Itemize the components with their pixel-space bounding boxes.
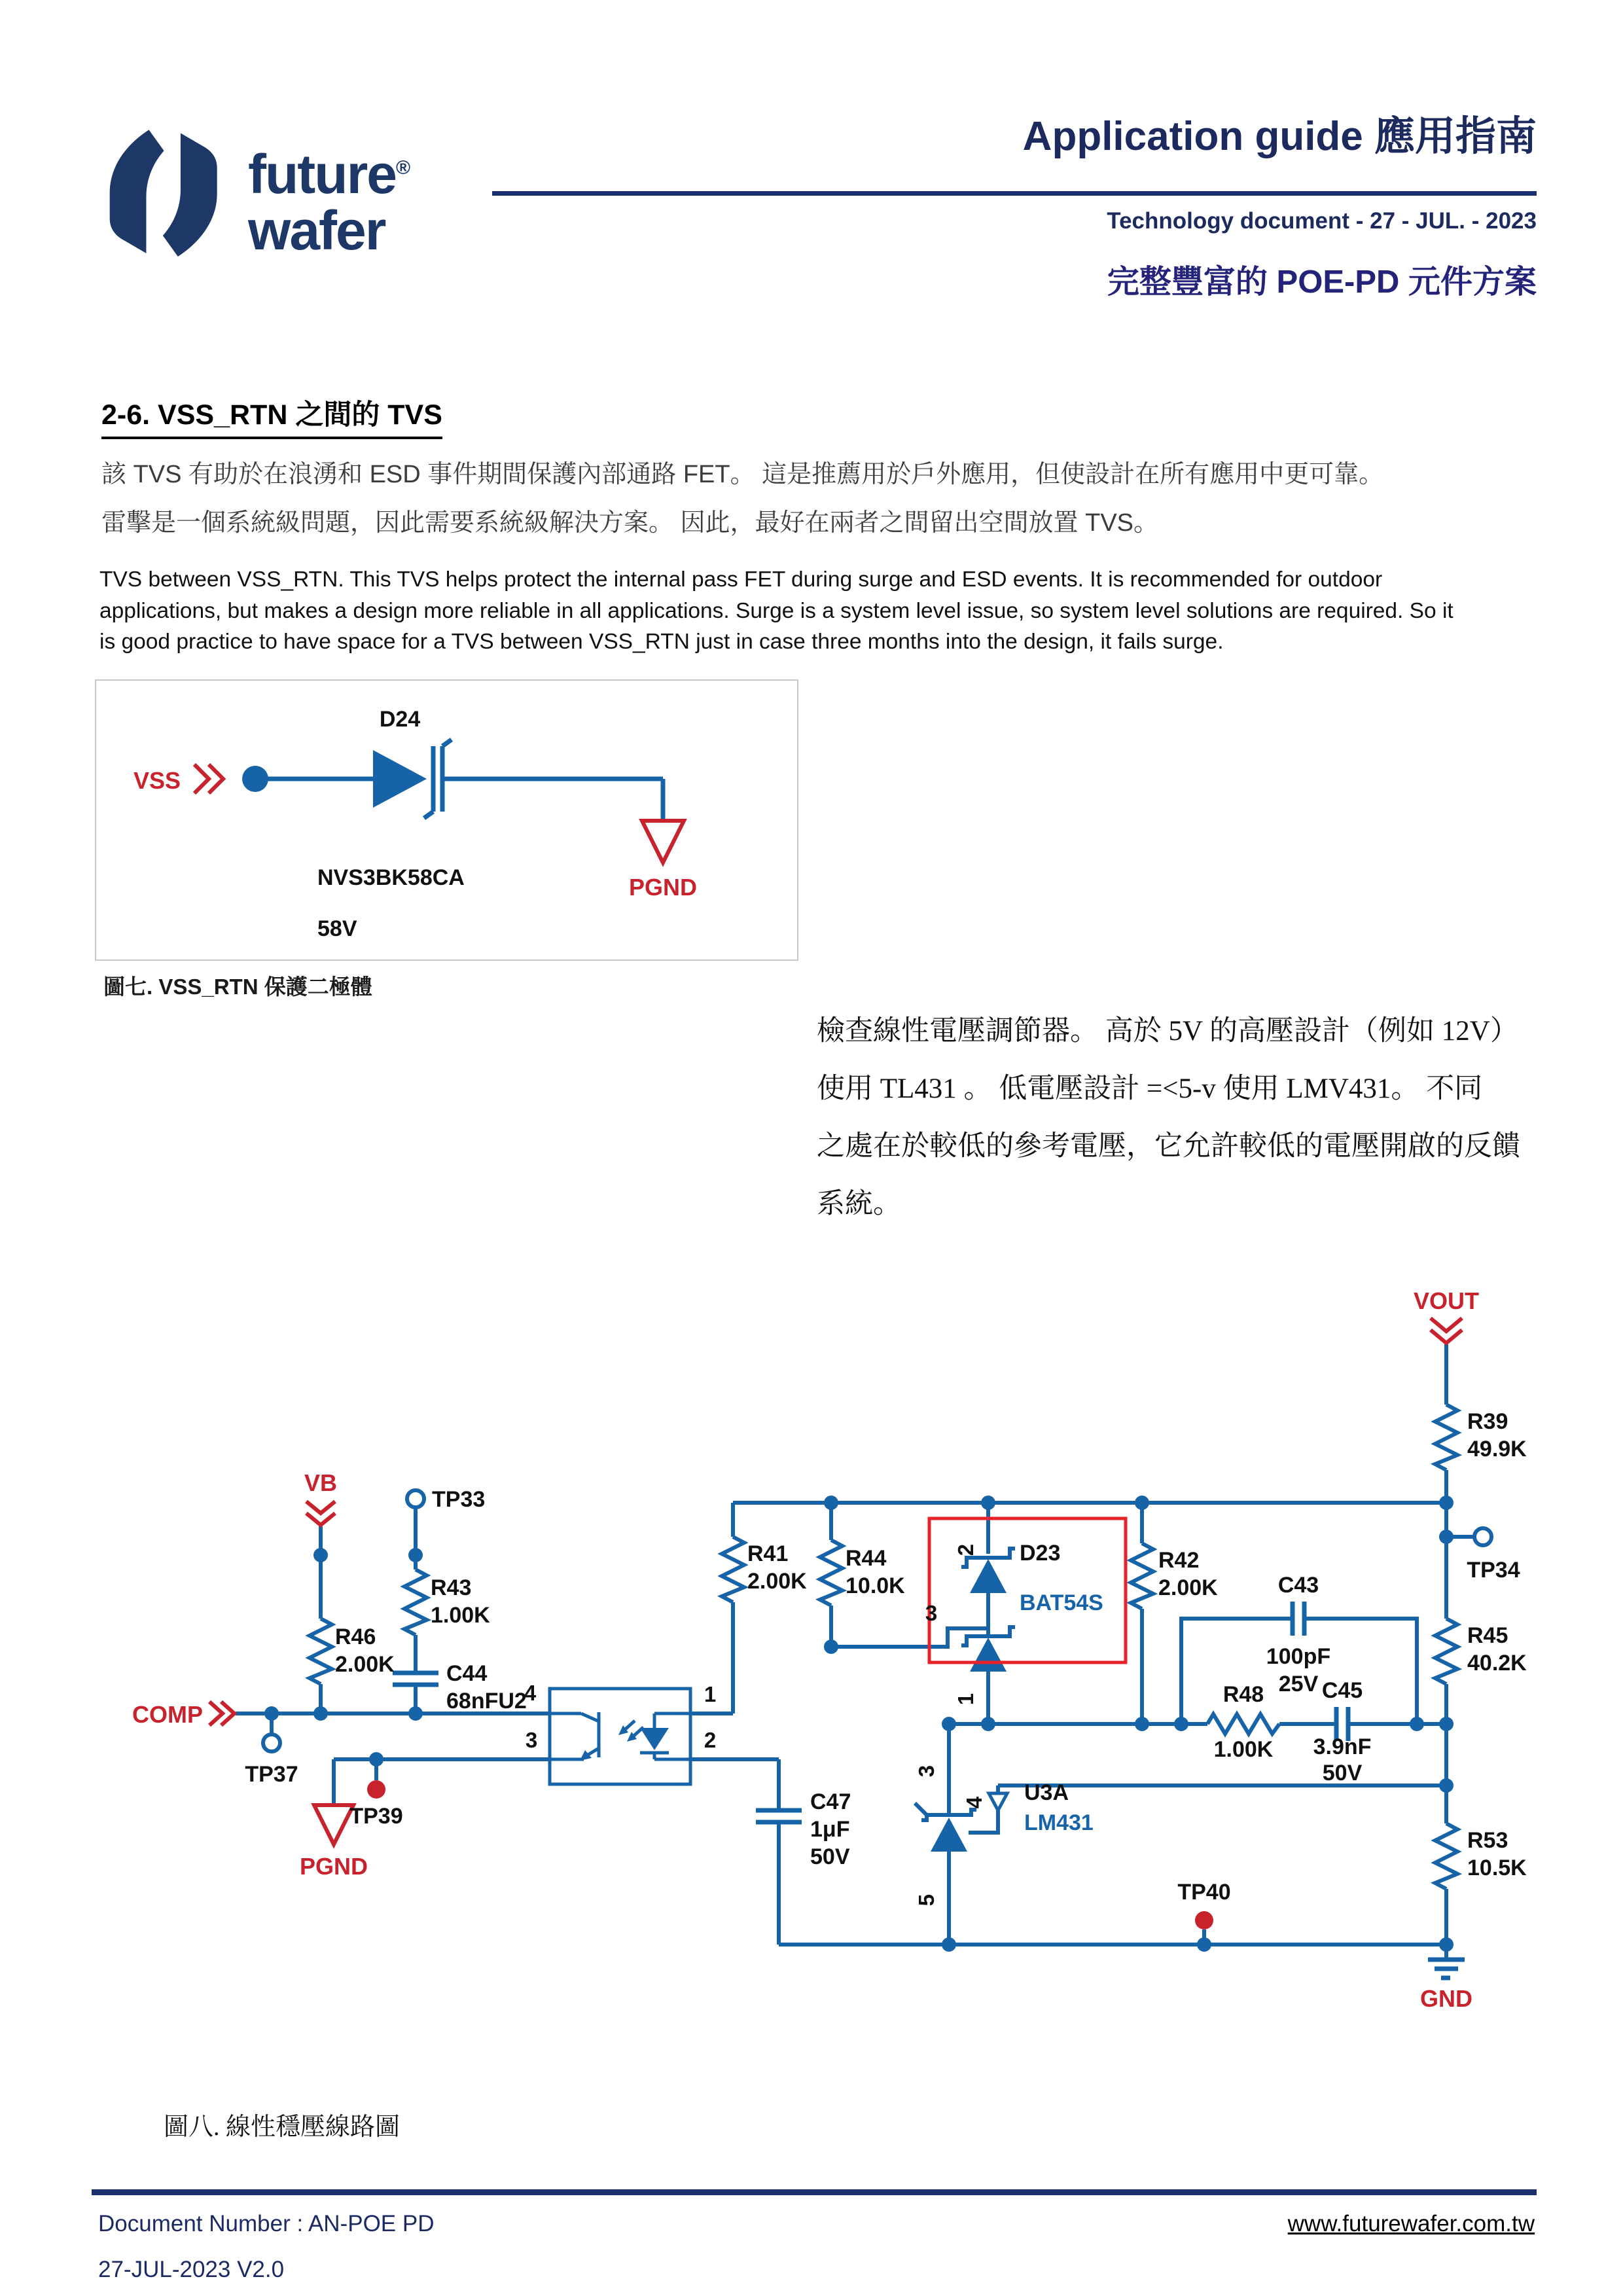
paragraph-english-line1: TVS between VSS_RTN. This TVS helps protect the internal pass FET during surge and ESD events. It is recommended for outdoor (99, 567, 1383, 592)
comp-label: COMP (132, 1701, 203, 1728)
d23-pin1-label: 1 (954, 1693, 978, 1706)
r42-resistor-icon (1131, 1543, 1153, 1609)
regulator-note (817, 1003, 1550, 1234)
optocoupler-symbol (550, 1689, 690, 1784)
gnd-label: GND (1420, 1985, 1472, 2012)
section-heading: 2-6. VSS_RTN 之間的 TVS (101, 393, 442, 439)
note-line4: 系統。 (817, 1189, 901, 1220)
optocoupler-box (550, 1689, 690, 1784)
futurewafer-logo-icon (97, 110, 231, 278)
r53-ref: R53 (1467, 1828, 1508, 1853)
tp37-testpoint-icon (263, 1734, 280, 1751)
note-line2: 使用 TL431 。 低電壓設計 =<5-v 使用 LMV431。 不同 (817, 1073, 1483, 1105)
lm431-ref-triangle-icon (989, 1793, 1007, 1810)
tp40-label: TP40 (1177, 1880, 1231, 1905)
vout-label: VOUT (1413, 1287, 1480, 1314)
d24-ref: D24 (379, 707, 421, 732)
opto-pin2-label: 2 (704, 1728, 717, 1752)
registered-mark: ® (395, 157, 410, 179)
c45-ref: C45 (1321, 1678, 1363, 1703)
u3a-pin4-label: 4 (962, 1796, 986, 1809)
figure7-tvs-diode-schematic (95, 679, 798, 961)
d24-voltage: 58V (317, 916, 357, 941)
d23-pin3-label: 3 (925, 1601, 938, 1625)
d23-top-diode-icon (970, 1559, 1007, 1593)
r44-ref: R44 (846, 1546, 887, 1571)
d23-part: BAT54S (1020, 1590, 1103, 1615)
r46-resistor-icon (310, 1619, 332, 1684)
paragraph-english-line2: applications, but makes a design more reliable in all applications. Surge is a system level issue, so system level solutions are required. So it (99, 598, 1454, 623)
figure8-linear-regulator-schematic (118, 1262, 1584, 2028)
opto-pin1-label: 1 (704, 1682, 717, 1706)
footer-document-number: Document Number : AN-POE PD (98, 2211, 435, 2236)
header-rule (492, 191, 1537, 196)
r45-value: 40.2K (1467, 1651, 1527, 1676)
r48-ref: R48 (1222, 1682, 1264, 1707)
r45-ref: R45 (1467, 1623, 1508, 1648)
r53-resistor-icon (1435, 1823, 1457, 1889)
r39-ref: R39 (1467, 1409, 1508, 1434)
pgnd-label: PGND (299, 1853, 368, 1880)
tp37-label: TP37 (245, 1762, 298, 1787)
tp39-testpoint-icon (367, 1780, 385, 1799)
lm431-adjust-tick (915, 1803, 927, 1815)
paragraph-english (99, 564, 1546, 658)
paragraph-chinese (101, 450, 1541, 547)
footer-rule (92, 2189, 1537, 2195)
opto-transistor-icon (550, 1712, 599, 1759)
opto-led-diode (640, 1728, 669, 1750)
opto-pin4-label: 4 (524, 1681, 537, 1705)
c47-voltage: 50V (810, 1844, 850, 1869)
c47-value: 1μF (810, 1817, 850, 1842)
c43-value: 100pF (1266, 1644, 1331, 1669)
r43-ref: R43 (431, 1575, 472, 1600)
r53-value: 10.5K (1467, 1856, 1527, 1880)
u3a-pin3-label: 3 (914, 1765, 938, 1778)
opto-pin3-label: 3 (525, 1728, 538, 1752)
paragraph-english-line3: is good practice to have space for a TVS between VSS_RTN just in case three months into the design, it fails surge. (99, 630, 1224, 655)
r44-resistor-icon (820, 1540, 842, 1605)
tp34-testpoint-icon (1474, 1528, 1491, 1545)
header-subtitle: Technology document - 27 - JUL. - 2023 (1107, 208, 1537, 234)
c47-ref: C47 (810, 1789, 851, 1814)
logo-word-wafer: wafer (248, 199, 385, 261)
logo-wordmark (248, 143, 410, 261)
pgnd-ground-icon (314, 1805, 353, 1844)
r46-ref: R46 (335, 1624, 376, 1649)
c44-value: 68nFU2 (446, 1689, 527, 1713)
gnd-ground-icon (1428, 1960, 1465, 1978)
r39-resistor-icon (1435, 1405, 1457, 1470)
r46-value: 2.00K (335, 1652, 395, 1677)
r42-value: 2.00K (1158, 1575, 1218, 1600)
tp33-label: TP33 (432, 1487, 486, 1512)
footer-version: 27-JUL-2023 V2.0 (98, 2257, 285, 2282)
vout-chevron-icon (1431, 1318, 1462, 1343)
c45-value: 3.9nF (1313, 1734, 1372, 1759)
r48-value: 1.00K (1213, 1737, 1274, 1762)
r41-ref: R41 (747, 1541, 789, 1566)
c44-ref: C44 (446, 1661, 488, 1686)
c43-voltage: 25V (1278, 1672, 1319, 1696)
note-line1: 檢查線性電壓調節器。 高於 5V 的高壓設計（例如 12V） (817, 1016, 1518, 1047)
paragraph-chinese-line2: 雷擊是一個系統級問題，因此需要系統級解決方案。 因此，最好在兩者之間留出空間放置 TVS。 (101, 509, 1159, 537)
lm431-anode-triangle-icon (931, 1818, 967, 1852)
figure8-caption: 圖八. 線性穩壓線路圖 (164, 2113, 401, 2141)
tp34-label: TP34 (1467, 1558, 1520, 1583)
r45-resistor-icon (1435, 1619, 1457, 1684)
vss-port-label: VSS (133, 767, 181, 794)
tp33-testpoint-icon (407, 1490, 424, 1507)
d23-bottom-diode-icon (970, 1638, 1007, 1672)
u3a-part: LM431 (1024, 1810, 1094, 1835)
u3a-pin5-label: 5 (914, 1893, 938, 1907)
vb-label: VB (304, 1469, 338, 1496)
figure7-border (96, 680, 798, 960)
r39-value: 49.9K (1467, 1437, 1527, 1462)
header-tagline: 完整豐富的 POE-PD 元件方案 (1107, 264, 1537, 300)
u3a-ref: U3A (1024, 1780, 1069, 1805)
r48-resistor-icon (1207, 1714, 1279, 1734)
tp40-testpoint-icon (1195, 1911, 1213, 1929)
paragraph-chinese-line1: 該 TVS 有助於在浪湧和 ESD 事件期間保護內部通路 FET。 這是推薦用於戶外應用，但使設計在所有應用中更可靠。 (101, 461, 1384, 488)
d23-ref: D23 (1020, 1541, 1061, 1566)
r43-value: 1.00K (431, 1603, 490, 1628)
note-line3: 之處在於較低的參考電壓，它允許較低的電壓開啟的反饋 (817, 1131, 1520, 1162)
c45-voltage: 50V (1322, 1761, 1363, 1785)
r41-value: 2.00K (747, 1569, 807, 1594)
c43-ref: C43 (1277, 1573, 1319, 1598)
comp-chevron-icon (209, 1702, 234, 1725)
r42-ref: R42 (1158, 1548, 1200, 1573)
d23-pin2-label: 2 (954, 1543, 978, 1556)
r44-value: 10.0K (846, 1573, 905, 1598)
page-title: Application guide 應用指南 (1022, 114, 1537, 159)
figure7-caption: 圖七. VSS_RTN 保護二極體 (103, 975, 372, 999)
vb-chevron-icon (306, 1501, 335, 1525)
pgnd-label: PGND (628, 874, 698, 901)
d24-part-number: NVS3BK58CA (317, 865, 465, 890)
r43-resistor-icon (404, 1570, 427, 1635)
company-logo (97, 110, 409, 278)
footer-website-link[interactable]: www.futurewafer.com.tw (1287, 2211, 1535, 2236)
r41-resistor-icon (722, 1537, 744, 1602)
u3a-lm431-symbol (915, 1793, 1007, 1852)
tp39-label: TP39 (349, 1804, 403, 1829)
logo-word-future: future (248, 143, 396, 205)
